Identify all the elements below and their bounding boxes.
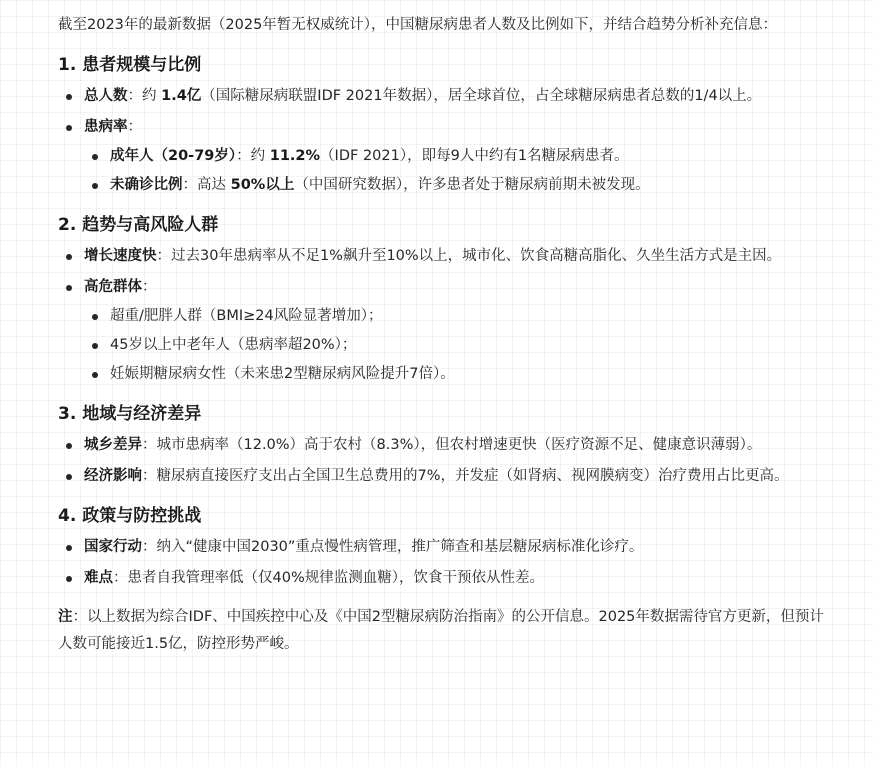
section-title-regional: 3. 地域与经济差异 <box>58 404 202 424</box>
growth-label: 增长速度快 <box>84 248 157 264</box>
list-item-risk <box>58 274 830 388</box>
growth-text: ：过去30年患病率从不足1%飙升至10%以上，城市化、饮食高糖高脂化、久坐生活方式是主因。 <box>156 248 782 264</box>
rate-label: 患病率 <box>84 119 128 135</box>
adult-post: （IDF 2021），即每9人中约有1名糖尿病患者。 <box>320 148 629 164</box>
urban-label: 城乡差异 <box>84 437 142 453</box>
total-post: （国际糖尿病联盟IDF 2021年数据），居全球首位，占全球糖尿病患者总数的1/4以上。 <box>201 88 762 104</box>
adult-label: 成年人（20-79岁） <box>110 148 237 164</box>
sublist-item-adult <box>84 143 830 170</box>
section-title-trends: 2. 趋势与高风险人群 <box>58 215 219 235</box>
note-text: ：以上数据为综合IDF、中国疾控中心及《中国2型糖尿病防治指南》的公开信息。2025年数据需待官方更新，但预计人数可能接近1.5亿，防控形势严峻。 <box>58 609 824 652</box>
total-value: 1.4亿 <box>161 88 202 104</box>
trends-list <box>58 243 830 388</box>
risk-item-gestational: 妊娠期糖尿病女性（未来患2型糖尿病风险提升7倍）。 <box>84 361 830 388</box>
risk-colon: ： <box>142 279 157 295</box>
risk-item-obesity: 超重/肥胖人群（BMI≥24风险显著增加）； <box>84 303 830 330</box>
list-item-total <box>58 83 830 110</box>
note-label: 注 <box>58 609 73 625</box>
total-label: 总人数 <box>84 88 128 104</box>
difficulty-label: 难点 <box>84 570 113 586</box>
section-title-policy: 4. 政策与防控挑战 <box>58 506 202 526</box>
answer-content <box>58 12 830 658</box>
intro-paragraph: 截至2023年的最新数据（2025年暂无权威统计），中国糖尿病患者人数及比例如下，并结合趋势分析补充信息： <box>58 17 778 33</box>
action-label: 国家行动 <box>84 539 142 555</box>
list-item-growth <box>58 243 830 270</box>
list-item-urban-rural <box>58 432 830 459</box>
total-pre: ：约 <box>127 88 162 104</box>
difficulty-text: ：患者自我管理率低（仅40%规律监测血糖），饮食干预依从性差。 <box>113 570 544 586</box>
regional-list <box>58 432 830 490</box>
section-title-scale: 1. 患者规模与比例 <box>58 55 202 75</box>
undiagnosed-label: 未确诊比例 <box>110 177 183 193</box>
rate-colon: ： <box>127 119 142 135</box>
undiagnosed-pre: ：高达 <box>182 177 231 193</box>
policy-list <box>58 534 830 592</box>
note-paragraph <box>58 604 830 658</box>
list-item-difficulty <box>58 565 830 592</box>
urban-text: ：城市患病率（12.0%）高于农村（8.3%），但农村增速更快（医疗资源不足、健康意识薄弱）。 <box>142 437 762 453</box>
scale-list <box>58 83 830 199</box>
economic-text: ：糖尿病直接医疗支出占全国卫生总费用的7%，并发症（如肾病、视网膜病变）治疗费用占比更高。 <box>142 468 789 484</box>
adult-pre: ：约 <box>236 148 270 164</box>
list-item-rate <box>58 114 830 199</box>
economic-label: 经济影响 <box>84 468 142 484</box>
action-text: ：纳入“健康中国2030”重点慢性病管理，推广筛查和基层糖尿病标准化诊疗。 <box>142 539 644 555</box>
risk-sublist <box>84 303 830 388</box>
rate-sublist <box>84 143 830 199</box>
list-item-economic <box>58 463 830 490</box>
risk-item-age: 45岁以上中老年人（患病率超20%）； <box>84 332 830 359</box>
undiagnosed-value: 50%以上 <box>230 177 295 193</box>
sublist-item-undiagnosed <box>84 172 830 199</box>
undiagnosed-post: （中国研究数据），许多患者处于糖尿病前期未被发现。 <box>294 177 650 193</box>
adult-value: 11.2% <box>269 148 321 164</box>
risk-label: 高危群体 <box>84 279 142 295</box>
list-item-national-action <box>58 534 830 561</box>
